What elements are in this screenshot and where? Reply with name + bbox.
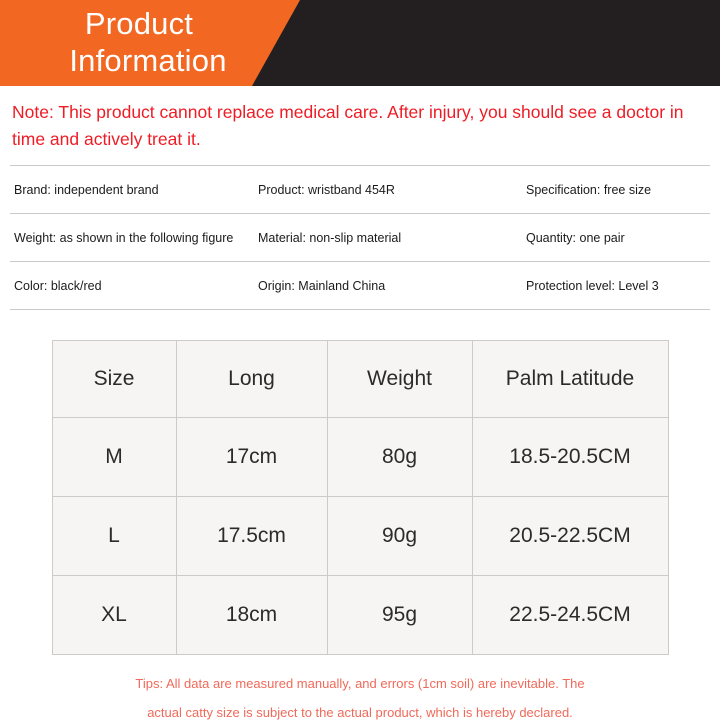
measurement-tips	[40, 669, 680, 727]
spec-material: Material: non-slip material	[258, 214, 526, 262]
page-title-line1: Product	[84, 6, 194, 41]
size-cell: M	[52, 418, 176, 497]
palm-latitude-column-header: Palm Latitude	[472, 341, 668, 418]
long-cell: 18cm	[176, 576, 327, 655]
weight-cell: 95g	[327, 576, 472, 655]
table-row	[10, 262, 710, 310]
long-column-header: Long	[176, 341, 327, 418]
table-row	[52, 497, 668, 576]
spec-weight: Weight: as shown in the following figure	[10, 214, 258, 262]
page-title-line2: Information	[69, 43, 227, 78]
weight-column-header: Weight	[327, 341, 472, 418]
size-table-container	[0, 340, 720, 655]
spec-quantity: Quantity: one pair	[526, 214, 710, 262]
spec-protection-level: Protection level: Level 3	[526, 262, 710, 310]
long-cell: 17cm	[176, 418, 327, 497]
size-cell: XL	[52, 576, 176, 655]
spec-specification: Specification: free size	[526, 166, 710, 214]
spec-product: Product: wristband 454R	[258, 166, 526, 214]
size-column-header: Size	[52, 341, 176, 418]
spec-color: Color: black/red	[10, 262, 258, 310]
palm-latitude-cell: 18.5-20.5CM	[472, 418, 668, 497]
table-row	[52, 418, 668, 497]
table-row	[10, 166, 710, 214]
specification-table	[10, 165, 710, 310]
size-table-header-row	[52, 341, 668, 418]
size-cell: L	[52, 497, 176, 576]
tips-line1: Tips: All data are measured manually, and errors (1cm soil) are inevitable. The	[135, 676, 585, 691]
tips-line2: actual catty size is subject to the actual product, which is hereby declared.	[147, 705, 573, 720]
table-row	[10, 214, 710, 262]
palm-latitude-cell: 22.5-24.5CM	[472, 576, 668, 655]
spec-brand: Brand: independent brand	[10, 166, 258, 214]
palm-latitude-cell: 20.5-22.5CM	[472, 497, 668, 576]
table-row	[52, 576, 668, 655]
medical-note: Note: This product cannot replace medical care. After injury, you should see a doctor in time and actively treat it.	[12, 102, 684, 149]
spec-origin: Origin: Mainland China	[258, 262, 526, 310]
size-chart-table	[52, 340, 669, 655]
weight-cell: 80g	[327, 418, 472, 497]
long-cell: 17.5cm	[176, 497, 327, 576]
header-banner	[0, 0, 720, 86]
weight-cell: 90g	[327, 497, 472, 576]
page-title	[0, 0, 300, 86]
